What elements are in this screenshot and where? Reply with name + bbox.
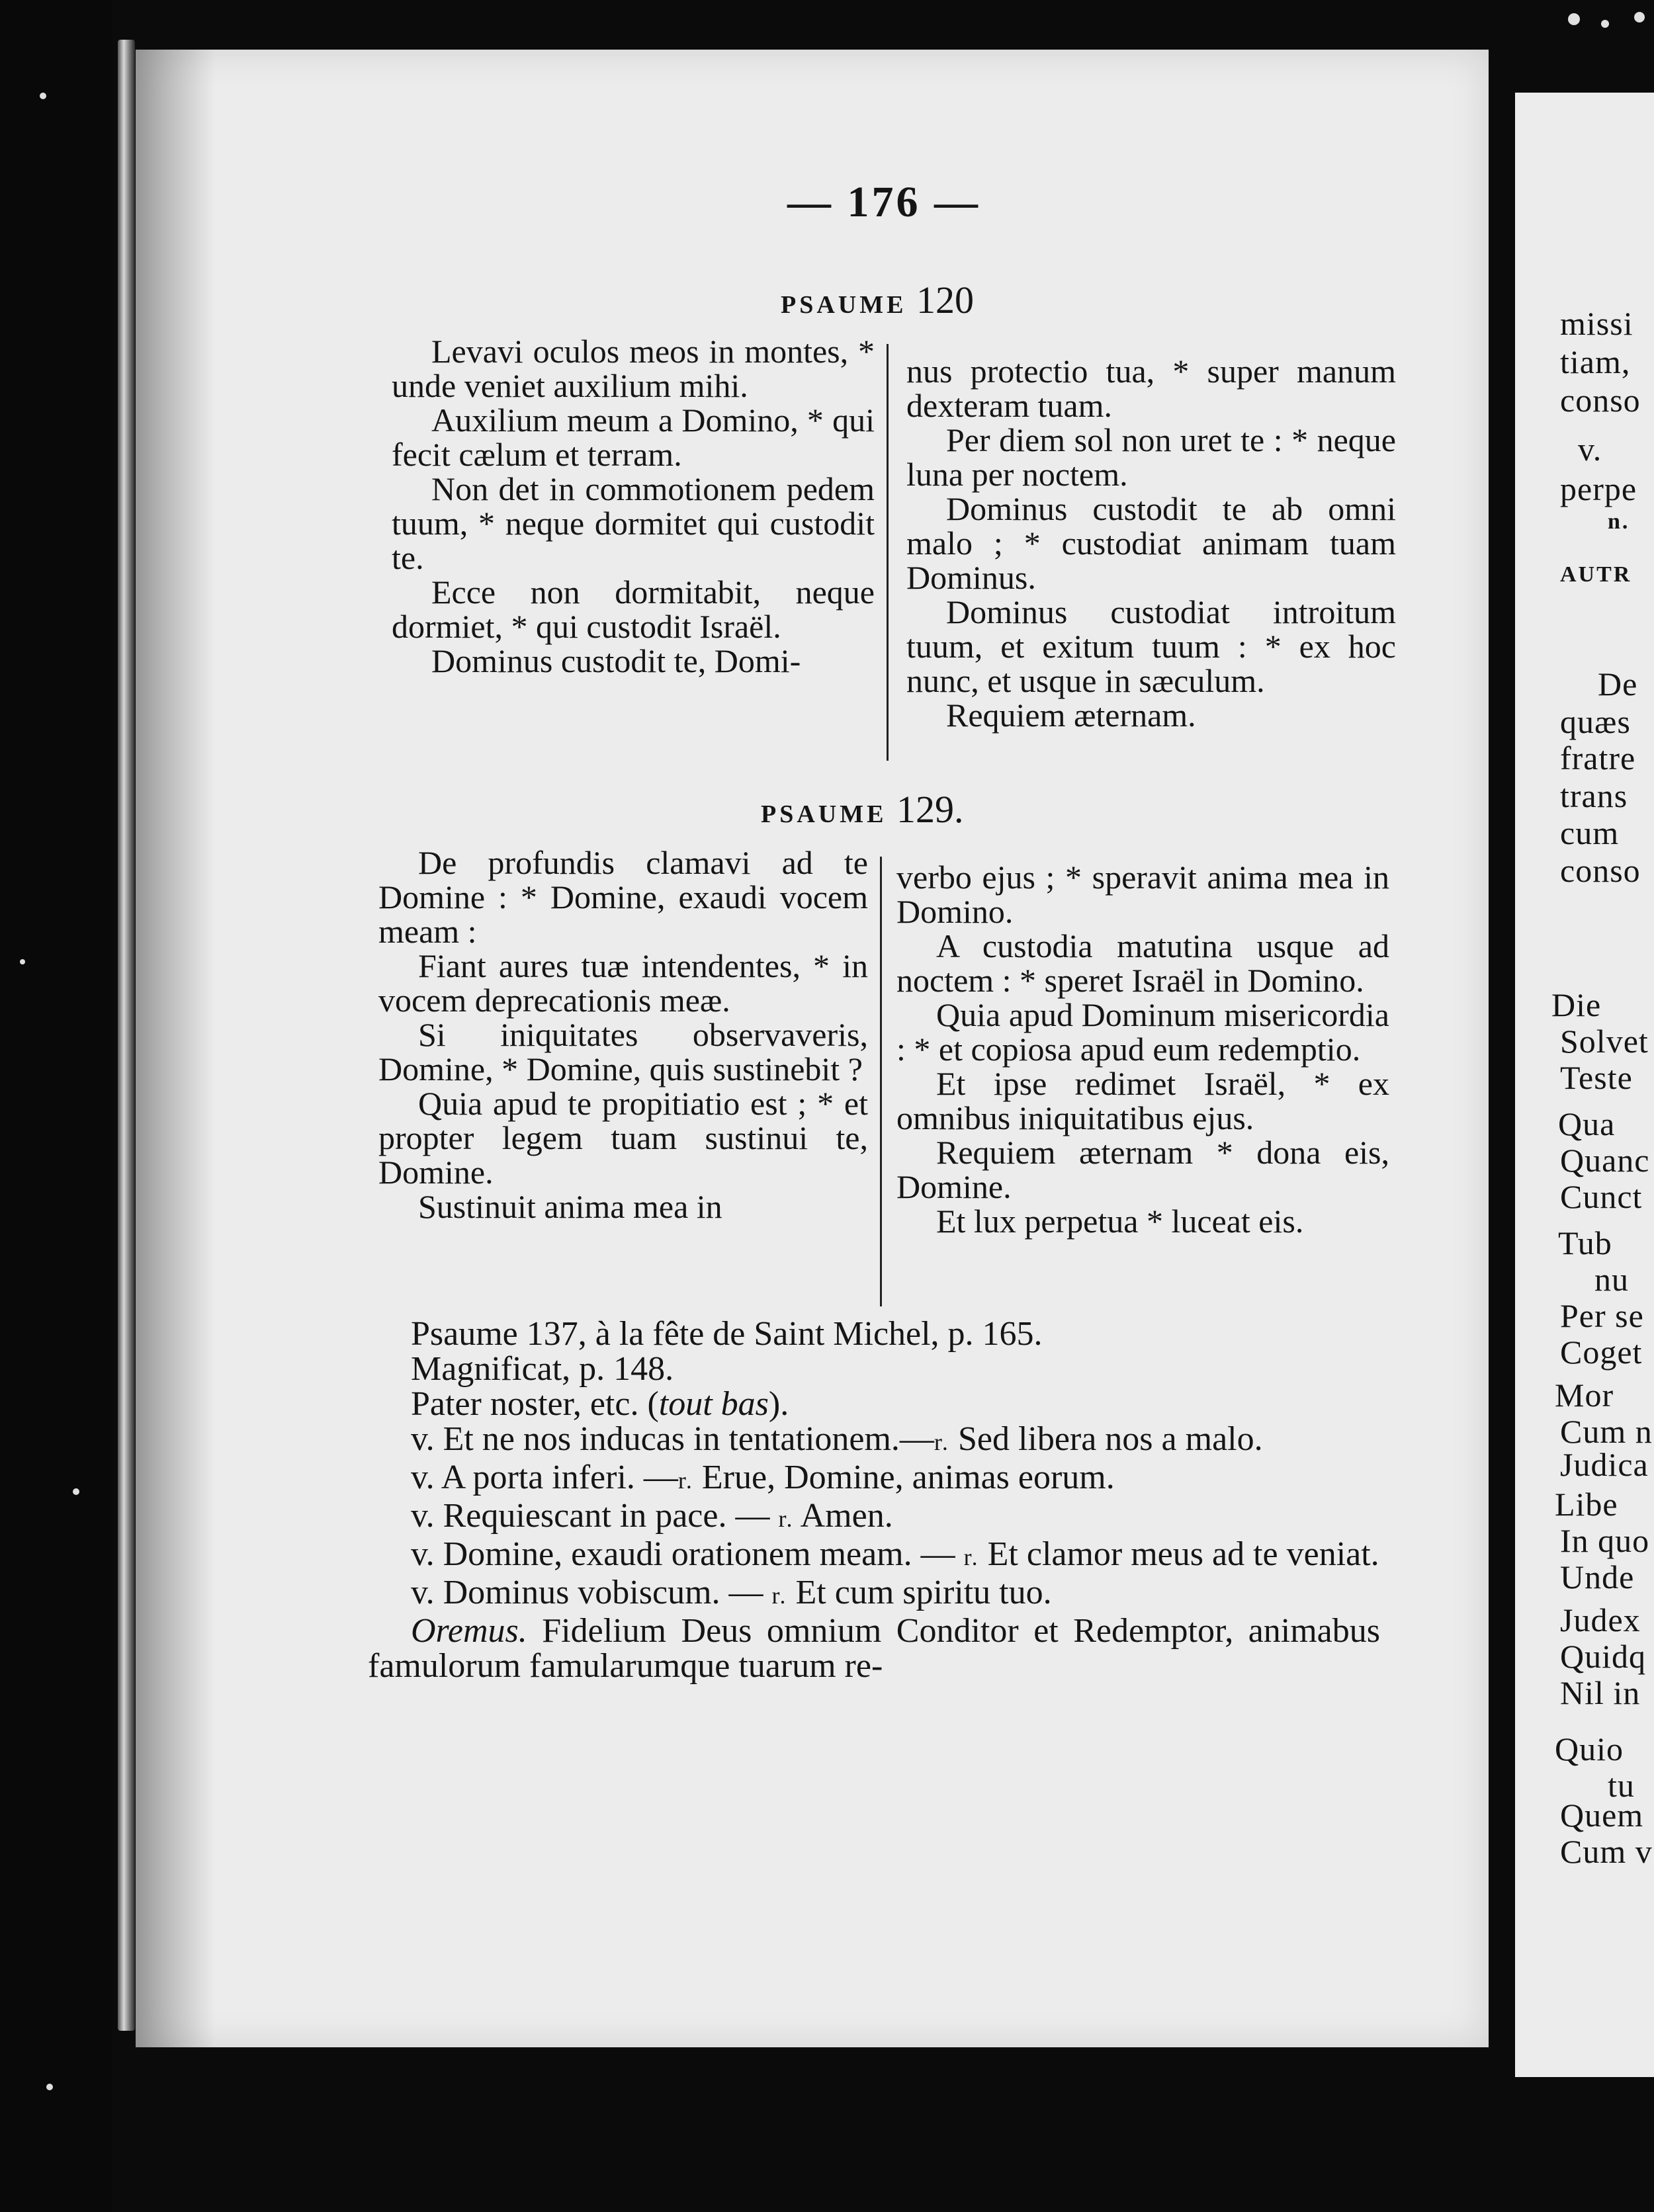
facing-page-line: Per se — [1560, 1297, 1644, 1334]
oremus-label: Oremus. — [411, 1612, 527, 1650]
oremus-prayer — [368, 1613, 1380, 1683]
response-text: Amen. — [800, 1497, 893, 1535]
dust-speck — [1601, 20, 1609, 28]
pater-noster-text: Pater noster, etc. ( — [411, 1385, 659, 1423]
facing-page-line: Tub — [1558, 1224, 1612, 1261]
versicle-mark: v. — [411, 1459, 435, 1496]
response-mark: r. — [934, 1429, 949, 1455]
psalm-120-right-column — [906, 354, 1396, 732]
psalm-120-left-column — [392, 334, 875, 678]
facing-page-line: Quanc — [1560, 1142, 1650, 1179]
verse: Requiem æternam * dona eis, Domine. — [896, 1134, 1389, 1205]
column-divider — [880, 857, 882, 1306]
verse: Non det in commotionem pedem tuum, * neque dormitet qui custodit te. — [392, 470, 875, 576]
versicle-mark: v. — [411, 1497, 435, 1535]
facing-page-line: cum — [1560, 814, 1620, 851]
verse: Sustinuit anima mea in — [418, 1188, 722, 1225]
facing-page-line: Quidq — [1560, 1638, 1646, 1675]
psalm-label: PSAUME — [781, 291, 907, 319]
facing-page-line: quæs — [1560, 703, 1631, 740]
facing-page-line: Judex — [1560, 1601, 1641, 1638]
response-mark: r. — [963, 1544, 979, 1570]
psalm-129-left-column — [378, 845, 868, 1224]
dust-speck — [20, 959, 25, 964]
dust-speck — [73, 1488, 79, 1495]
facing-page-line: Qua — [1558, 1105, 1616, 1142]
verse: Quia apud te propitiatio est ; * et propter legem tuam sustinui te, Domine. — [378, 1085, 868, 1191]
verse: nus protectio tua, * super manum dexteram tuam. — [906, 353, 1396, 424]
facing-page-line: De — [1598, 665, 1638, 702]
response-mark: r. — [771, 1582, 787, 1609]
facing-page-line: missi — [1560, 305, 1633, 342]
verse: Ecce non dormitabit, neque dormiet, * qui custodit Israël. — [392, 574, 875, 645]
response-mark: r. — [778, 1506, 794, 1532]
versicle — [368, 1537, 1380, 1575]
versicle-mark: v. — [411, 1535, 435, 1573]
facing-page-line: tu — [1608, 1767, 1635, 1804]
pater-noster-italic: tout bas — [658, 1385, 769, 1423]
facing-page-line: Mor — [1555, 1377, 1614, 1414]
facing-page-line: fratre — [1560, 740, 1636, 777]
versicle-text: Et ne nos inducas in tentationem.— — [443, 1420, 934, 1458]
verse: Quia apud Dominum misericordia : * et copiosa apud eum redemptio. — [896, 996, 1389, 1068]
facing-page-line: nu — [1594, 1261, 1629, 1298]
facing-page-line: conso — [1560, 852, 1641, 889]
response-text: Sed libera nos a malo. — [957, 1420, 1263, 1458]
versicle — [368, 1422, 1380, 1460]
verse: Dominus custodit te ab omni malo ; * custodiat animam tuam Dominus. — [906, 490, 1396, 596]
psalm-label: PSAUME — [761, 800, 887, 828]
facing-page-line: Solvet — [1560, 1023, 1649, 1060]
verse: Per diem sol non uret te : * neque luna per noctem. — [906, 421, 1396, 493]
psalm-number: 129. — [896, 788, 964, 831]
facing-page-line: Cum v — [1560, 1833, 1653, 1870]
psalm-120-title — [781, 278, 974, 322]
versicle-text: Requiescant in pace. — — [443, 1497, 770, 1535]
facing-page-line: Cunct — [1560, 1178, 1643, 1215]
verse: Et ipse redimet Israël, * ex omnibus iniquitatibus ejus. — [896, 1065, 1389, 1136]
verse: Auxilium meum a Domino, * qui fecit cælum et terram. — [392, 402, 875, 473]
pater-noster-end: ). — [768, 1385, 789, 1423]
response-text: Erue, Domine, animas eorum. — [701, 1459, 1115, 1496]
facing-page-line: Unde — [1560, 1558, 1635, 1595]
versicle — [368, 1498, 1380, 1537]
facing-page-line: Quio — [1555, 1730, 1624, 1767]
response-mark: r. — [677, 1467, 693, 1494]
verse: Et lux perpetua * luceat eis. — [936, 1203, 1304, 1240]
facing-page-line: Libe — [1555, 1486, 1618, 1523]
psalm-129-right-column — [896, 860, 1389, 1238]
dust-speck — [46, 2084, 53, 2090]
page-gutter-shadow — [136, 50, 215, 2047]
versicle-mark: v. — [411, 1420, 435, 1458]
dust-speck — [1634, 12, 1645, 22]
facing-page-line: Coget — [1560, 1334, 1643, 1371]
facing-page-line: v. — [1578, 431, 1602, 468]
facing-page-line: n. — [1608, 509, 1630, 534]
response-text: Et cum spiritu tuo. — [795, 1574, 1052, 1611]
versicle-mark: v. — [411, 1574, 435, 1611]
facing-page-line: Cum n — [1560, 1413, 1653, 1450]
facing-page-line: Teste — [1560, 1059, 1633, 1096]
dust-speck — [1568, 13, 1580, 25]
page-number: — 176 — — [787, 178, 980, 226]
psalm-number: 120 — [916, 278, 974, 321]
verse: A custodia matutina usque ad noctem : * speret Israël in Domino. — [896, 927, 1389, 999]
verse: Si iniquitates observaveris, Domine, * Domine, quis sustinebit ? — [378, 1016, 868, 1087]
facing-page-line: trans — [1560, 777, 1628, 814]
psalm-137-reference: Psaume 137, à la fête de Saint Michel, p. 165. — [411, 1315, 1043, 1353]
facing-page-line: Quem — [1560, 1797, 1644, 1834]
dust-speck — [40, 93, 46, 99]
versicle-text: Dominus vobiscum. — — [443, 1574, 763, 1611]
verse: Requiem æternam. — [946, 697, 1196, 734]
facing-page-line: Judica — [1560, 1446, 1649, 1483]
oremus-text: Fidelium Deus omnium Conditor et Redemptor, animabus famulorum famularumque tuarum re- — [368, 1612, 1381, 1685]
closing-prayers — [368, 1316, 1380, 1683]
response-text: Et clamor meus ad te veniat. — [987, 1535, 1379, 1573]
verse: Dominus custodit te, Domi- — [431, 642, 801, 679]
facing-page-line: tiam, — [1560, 343, 1631, 380]
pater-noster-line — [368, 1386, 1380, 1422]
book-spine-edge — [118, 40, 135, 2031]
verse: verbo ejus ; * speravit anima mea in Domino. — [896, 859, 1389, 930]
psalm-129-title — [761, 787, 963, 831]
facing-page-line: In quo — [1560, 1522, 1650, 1559]
versicle — [368, 1460, 1380, 1498]
magnificat-reference: Magnificat, p. 148. — [411, 1350, 674, 1388]
versicle — [368, 1575, 1380, 1613]
facing-page-line: conso — [1560, 382, 1641, 419]
verse: Levavi oculos meos in montes, * unde veniet auxilium mihi. — [392, 333, 875, 404]
scan-border — [0, 0, 112, 2212]
column-divider — [887, 344, 889, 761]
versicle-text: Domine, exaudi orationem meam. — — [443, 1535, 955, 1573]
verse: De profundis clamavi ad te Domine : * Domine, exaudi vocem meam : — [378, 844, 868, 950]
verse: Fiant aures tuæ intendentes, * in vocem deprecationis meæ. — [378, 947, 868, 1019]
facing-page-line: Die — [1551, 986, 1602, 1023]
verse: Dominus custodiat introitum tuum, et exitum tuum : * ex hoc nunc, et usque in sæculum. — [906, 593, 1396, 699]
facing-page-line: AUTR — [1560, 562, 1632, 587]
versicle-text: A porta inferi. — — [441, 1459, 678, 1496]
facing-page-line: Nil in — [1560, 1674, 1641, 1711]
facing-page-line: perpe — [1560, 470, 1637, 507]
